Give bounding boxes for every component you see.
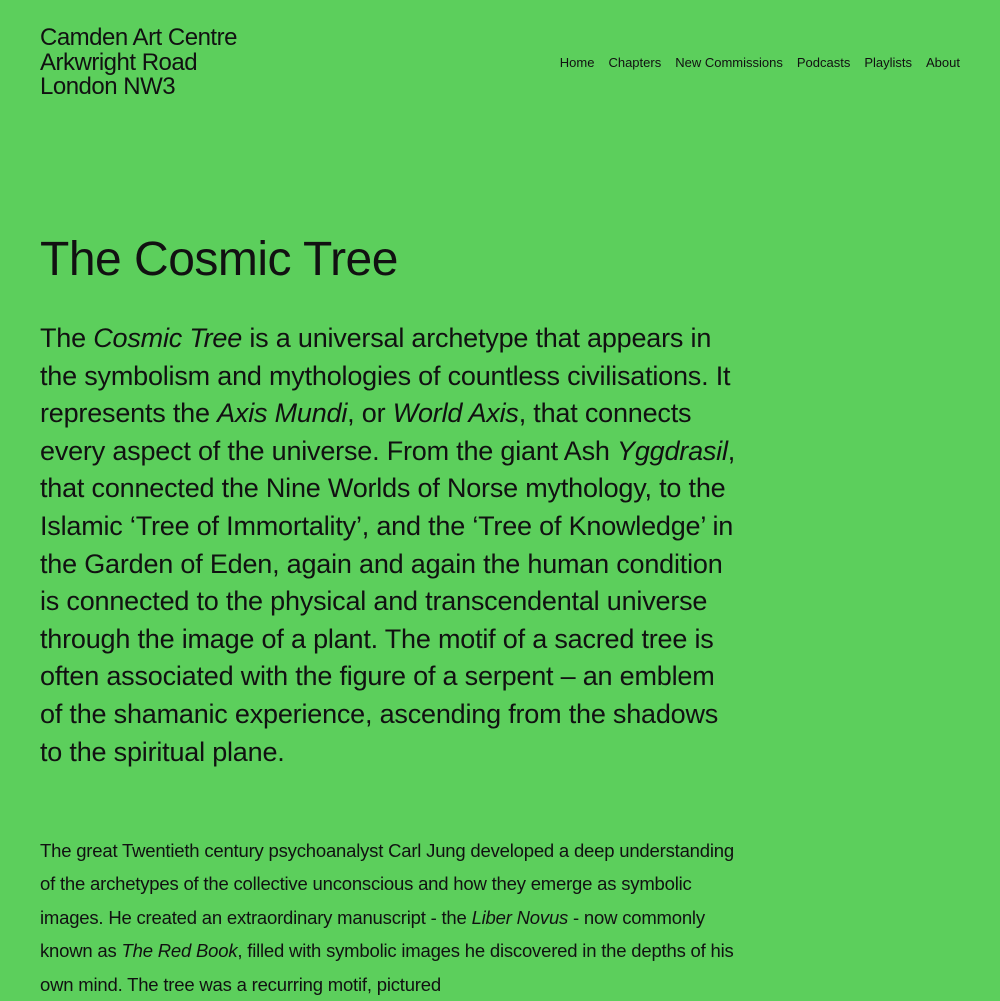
nav-link-home[interactable]: Home (559, 55, 595, 70)
page-title: The Cosmic Tree (40, 233, 398, 286)
lead-emphasis: Cosmic Tree (93, 323, 243, 353)
main-nav (560, 54, 960, 72)
address-line-street: Arkwright Road (40, 48, 198, 76)
lead-paragraph (40, 320, 740, 771)
lead-text: The (40, 323, 94, 353)
lead-text: is a universal archetype that appears in the symbolism and mythologies of countless civilisations. It represents the (40, 323, 731, 429)
nav-link-playlists[interactable]: Playlists (864, 55, 913, 70)
site-header (40, 26, 960, 116)
venue-address[interactable] (40, 26, 237, 100)
lead-text: , that connected the Nine Worlds of Norse mythology, to the Islamic ‘Tree of Immortality’, and the ‘Tree of Knowledge’ in the Garden of Eden, again and again the human condition is connected to the physical and transcendental universe through the image of a plant. The motif of a sacred tree is often associated with the figure of a serpent – an emblem of the shamanic experience, ascending from the shadows to the spiritual plane. (40, 435, 736, 767)
body-emphasis: Liber Novus (471, 906, 569, 928)
body-emphasis: The Red Book (121, 940, 238, 962)
nav-link-about[interactable]: About (926, 55, 960, 70)
address-line-venue: Camden Art Centre (40, 24, 237, 51)
body-text: , filled with symbolic images he discovered in the depths of his own mind. The tree was a recurring motif, pictured (40, 940, 734, 995)
nav-link-chapters[interactable]: Chapters (608, 55, 662, 70)
lead-emphasis: World Axis (392, 398, 519, 429)
nav-link-podcasts[interactable]: Podcasts (796, 55, 851, 70)
body-text: The great Twentieth century psychoanalyst Carl Jung developed a deep understanding of the archetypes of the collective unconscious and how they emerge as symbolic images. He created an extraordinary manuscript - the (40, 840, 734, 928)
body-text: - now commonly known as (40, 906, 705, 962)
lead-emphasis: Yggdrasil (617, 435, 728, 466)
body-paragraph (40, 834, 740, 1001)
nav-link-new-commissions[interactable]: New Commissions (675, 55, 783, 70)
lead-text: , that connects every aspect of the universe. From the giant Ash (40, 398, 692, 466)
address-line-city: London NW3 (40, 73, 176, 100)
lead-text: , or (347, 398, 393, 429)
lead-emphasis: Axis Mundi (217, 398, 348, 429)
